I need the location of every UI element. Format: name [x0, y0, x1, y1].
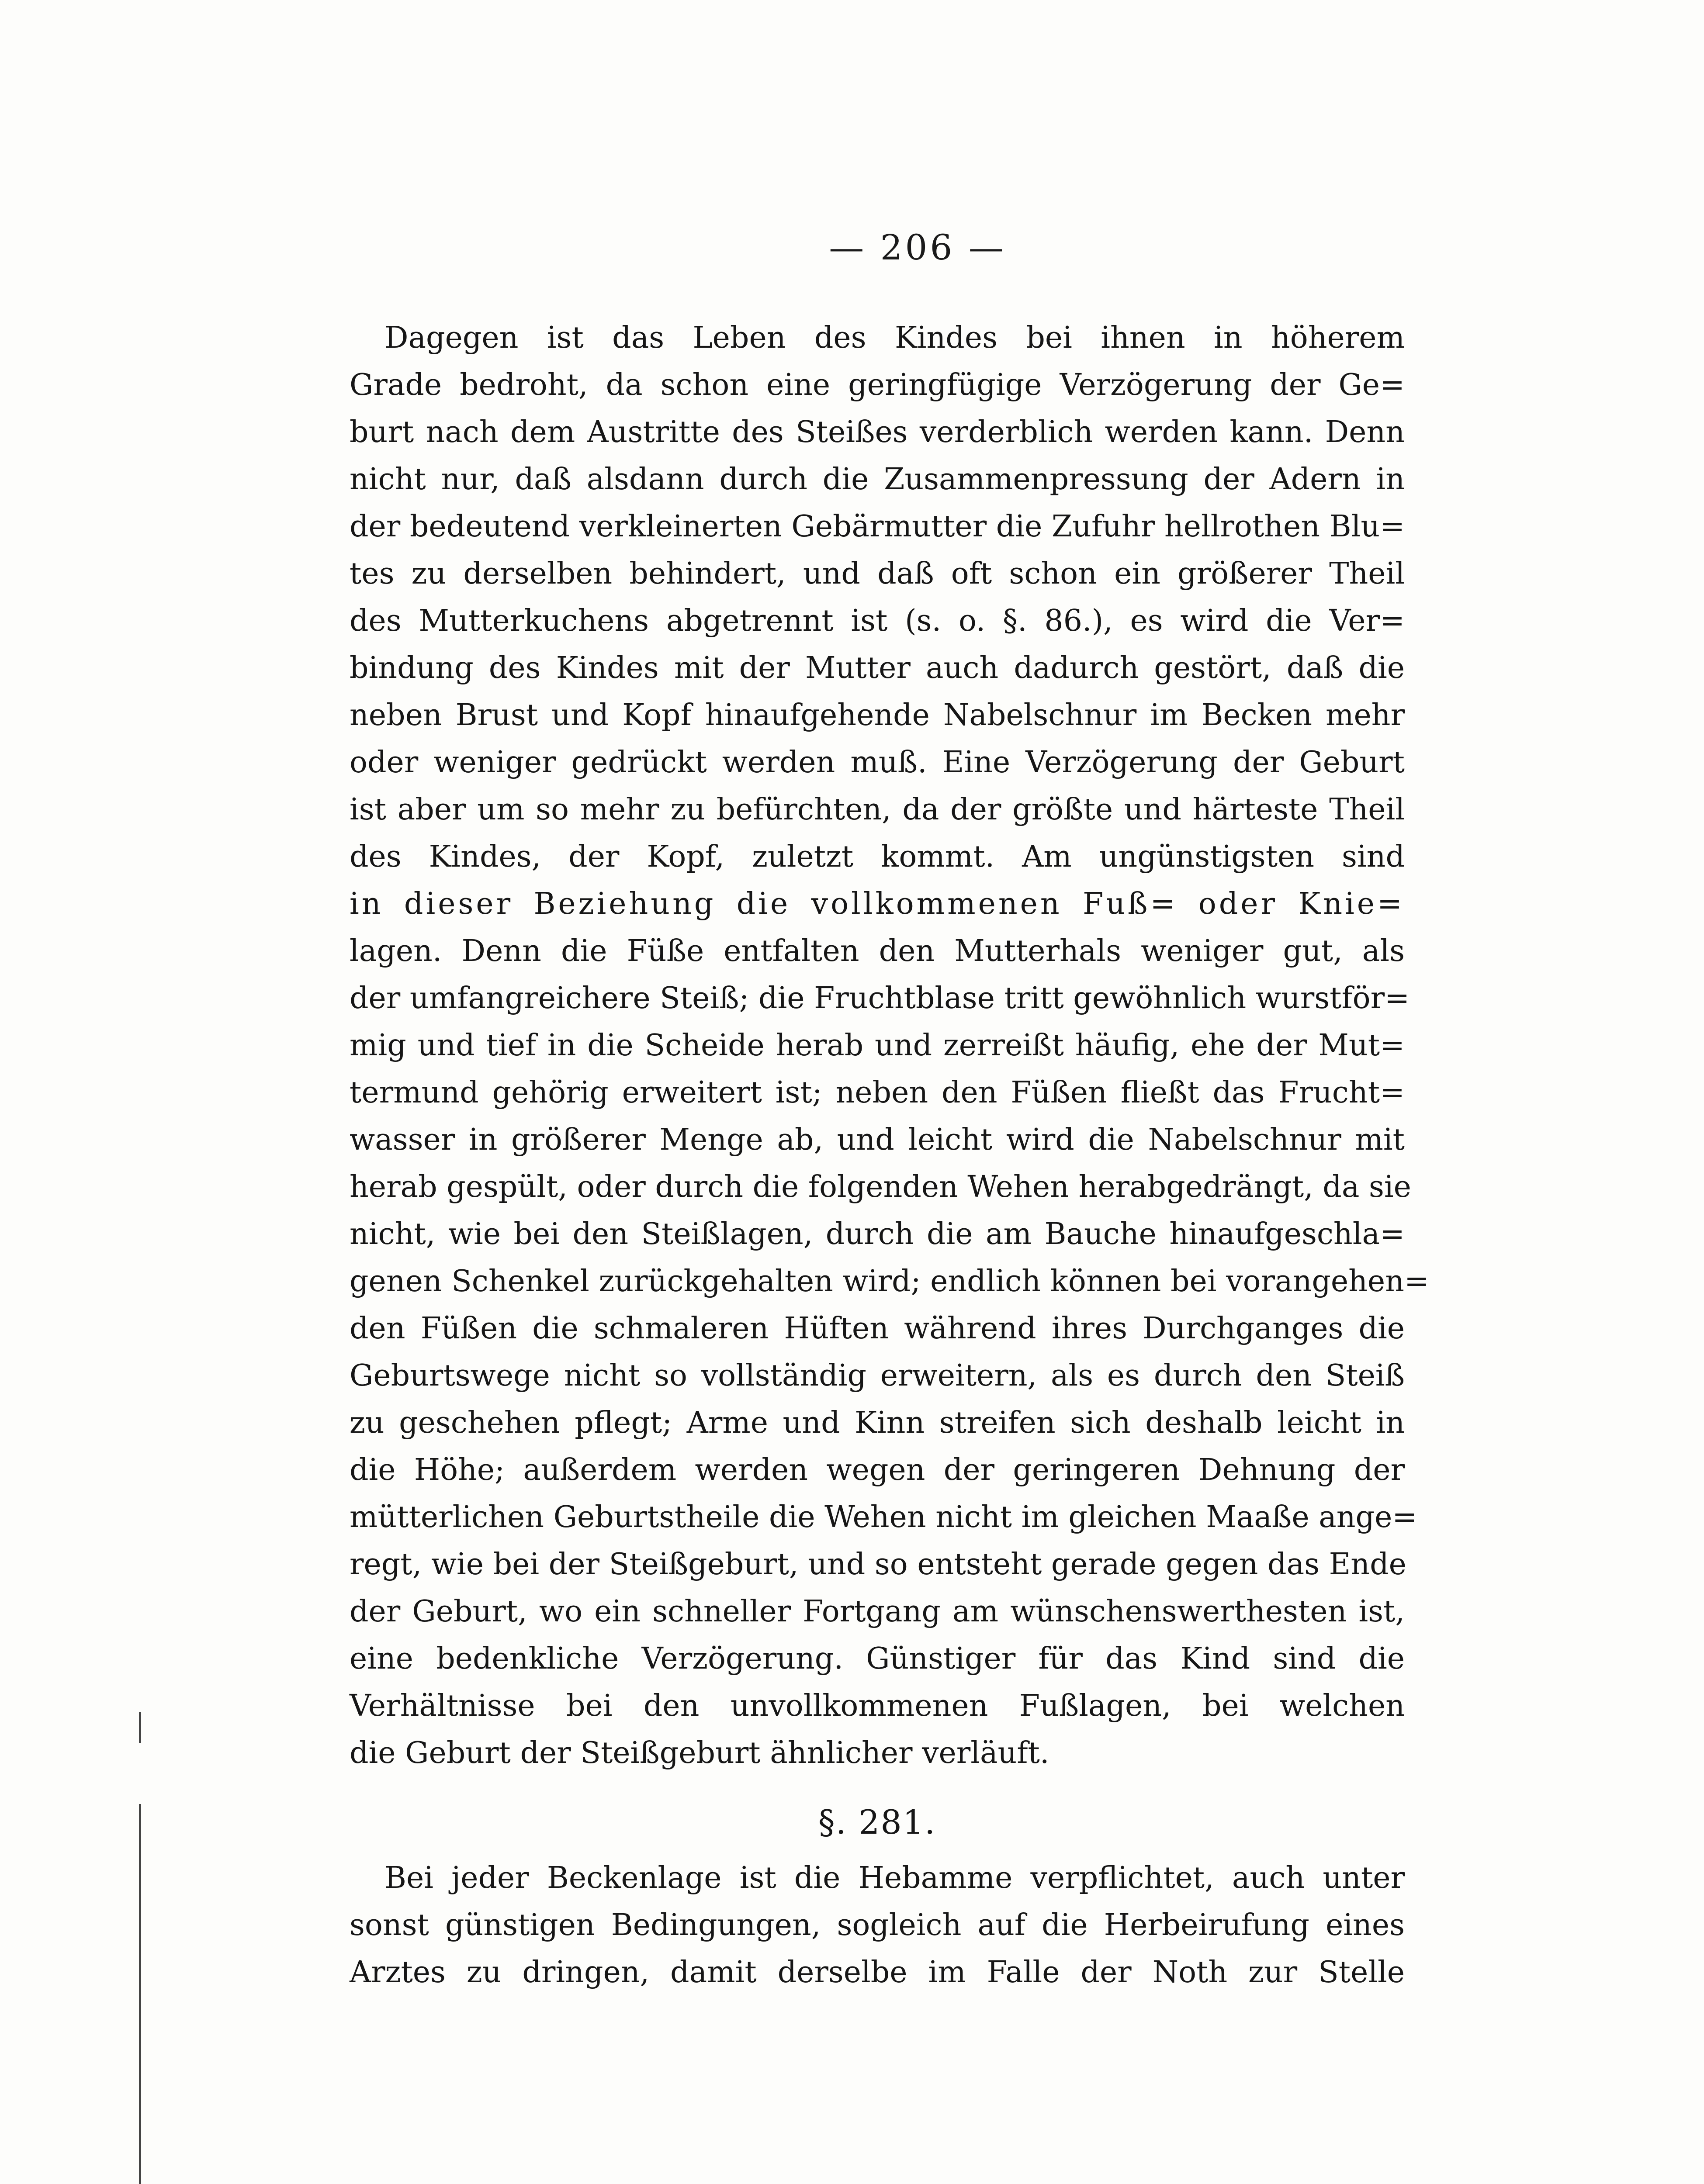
text-line: nicht nur, daß alsdann durch die Zusammenpressung der Adern in: [350, 462, 1405, 497]
text-line: des Mutterkuchens abgetrennt ist (s. o. §. 86.), es wird die Ver=: [350, 604, 1405, 638]
page-number: — 206 —: [829, 227, 1006, 268]
text-line: regt, wie bei der Steißgeburt, und so entsteht gerade gegen das Ende: [350, 1547, 1406, 1582]
text-line: zu geschehen pflegt; Arme und Kinn streifen sich deshalb leicht in: [350, 1406, 1405, 1440]
text-line: neben Brust und Kopf hinaufgehende Nabelschnur im Becken mehr: [350, 698, 1405, 733]
text-line: herab gespült, oder durch die folgenden Wehen herabgedrängt, da sie: [350, 1170, 1411, 1204]
paragraph-2: [350, 1855, 1405, 1996]
text-line: nicht, wie bei den Steißlagen, durch die am Bauche hinaufgeschla=: [350, 1217, 1405, 1251]
text-line: Verhältnisse bei den unvollkommenen Fußlagen, bei welchen: [350, 1689, 1405, 1723]
margin-rule-lower: [139, 1804, 141, 2184]
text-line: den Füßen die schmaleren Hüften während ihres Durchganges die: [350, 1311, 1405, 1346]
text-line: der umfangreichere Steiß; die Fruchtblase tritt gewöhnlich wurstför=: [350, 981, 1410, 1016]
text-line: Grade bedroht, da schon eine geringfügige Verzögerung der Ge=: [350, 368, 1405, 402]
page-body: [350, 314, 1429, 1996]
text-line: Dagegen ist das Leben des Kindes bei ihnen in höherem: [384, 321, 1405, 355]
text-line: mütterlichen Geburtstheile die Wehen nicht im gleichen Maaße ange=: [350, 1500, 1417, 1534]
paragraph-1: [350, 314, 1429, 1777]
text-line: oder weniger gedrückt werden muß. Eine Verzögerung der Geburt: [350, 745, 1405, 780]
text-line: in dieser Beziehung die vollkommenen Fuß= oder Knie=: [350, 887, 1405, 921]
text-line: bindung des Kindes mit der Mutter auch dadurch gestört, daß die: [350, 651, 1405, 685]
text-line: sonst günstigen Bedingungen, sogleich auf die Herbeirufung eines: [350, 1908, 1405, 1942]
margin-rule-upper: [139, 1712, 141, 1743]
text-line: der bedeutend verkleinerten Gebärmutter die Zufuhr hellrothen Blu=: [350, 509, 1405, 544]
text-line: lagen. Denn die Füße entfalten den Mutterhals weniger gut, als: [350, 934, 1405, 968]
text-line: die Geburt der Steißgeburt ähnlicher verläuft.: [350, 1736, 1049, 1770]
text-line: burt nach dem Austritte des Steißes verderblich werden kann. Denn: [350, 415, 1405, 449]
text-line: Bei jeder Beckenlage ist die Hebamme verpflichtet, auch unter: [384, 1861, 1405, 1895]
text-line: die Höhe; außerdem werden wegen der geringeren Dehnung der: [350, 1453, 1405, 1487]
text-line: Arztes zu dringen, damit derselbe im Falle der Noth zur Stelle: [350, 1955, 1405, 1990]
text-line: wasser in größerer Menge ab, und leicht wird die Nabelschnur mit: [350, 1123, 1405, 1157]
text-line: des Kindes, der Kopf, zuletzt kommt. Am ungünstigsten sind: [350, 840, 1405, 874]
section-heading: §. 281.: [818, 1803, 936, 1842]
text-line: eine bedenkliche Verzögerung. Günstiger für das Kind sind die: [350, 1641, 1405, 1676]
text-line: termund gehörig erweitert ist; neben den Füßen fließt das Frucht=: [350, 1075, 1405, 1110]
text-line: Geburtswege nicht so vollständig erweitern, als es durch den Steiß: [350, 1358, 1405, 1393]
text-line: mig und tief in die Scheide herab und zerreißt häufig, ehe der Mut=: [350, 1028, 1405, 1063]
text-line: der Geburt, wo ein schneller Fortgang am wünschenswerthesten ist,: [350, 1594, 1405, 1629]
text-line: genen Schenkel zurückgehalten wird; endlich können bei vorangehen=: [350, 1264, 1429, 1299]
text-line: ist aber um so mehr zu befürchten, da der größte und härteste Theil: [350, 792, 1405, 827]
text-line: tes zu derselben behindert, und daß oft schon ein größerer Theil: [350, 556, 1405, 591]
